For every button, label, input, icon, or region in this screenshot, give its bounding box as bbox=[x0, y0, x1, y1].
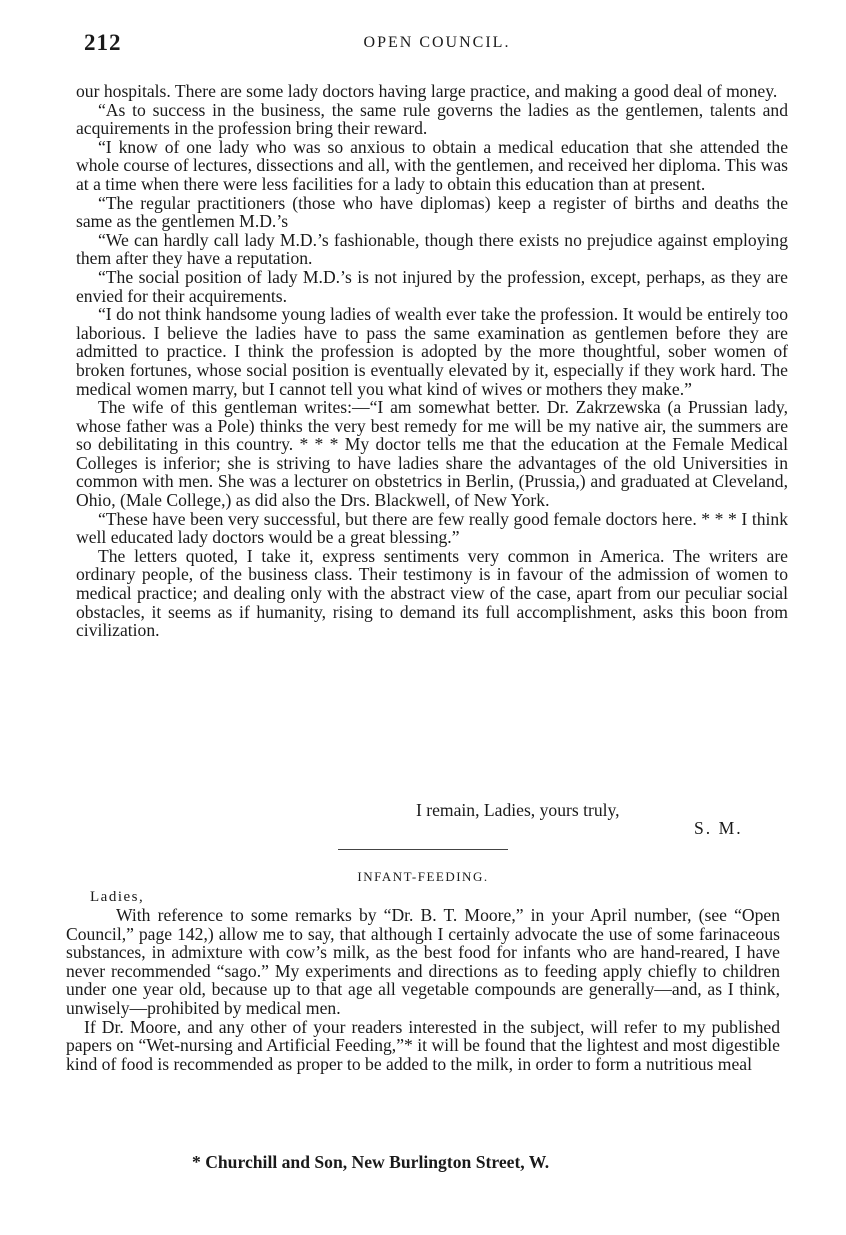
running-title: OPEN COUNCIL. bbox=[363, 34, 511, 51]
paragraph: If Dr. Moore, and any other of your readers interested in the subject, will refer to my published papers on “Wet-nursing and Artificial Feeding,”* it will be found that the lightest and most digestible kind of food is recommended as proper to be added to the milk, in order to form a nutritious meal bbox=[66, 1016, 780, 1074]
section-divider bbox=[338, 849, 508, 850]
page-number: 212 bbox=[84, 30, 122, 55]
paragraph: The letters quoted, I take it, express sentiments very common in America. The writers are ordinary people, of the business class. Their testimony is in favour of the admission of women to medical practice; and dealing only with the abstract view of the case, apart from our peculiar social obstacles, it seems as if humanity, rising to demand its full accomplishment, asks this boon from civilization. bbox=[76, 545, 788, 641]
page-header bbox=[84, 30, 790, 56]
paragraph: “I do not think handsome young ladies of wealth ever take the profession. It would be entirely too laborious. I believe the ladies have to pass the same examination as gentlemen before they are admitted to practice. I think the profession is adopted by the more thoughtful, sober women of broken fortunes, whose social position is eventually elevated by it, especially if they work hard. The medical women marry, but I cannot tell you what kind of wives or mothers they make.” bbox=[76, 304, 788, 399]
paragraph: “The regular practitioners (those who have diplomas) keep a register of births and deaths the same as the gentlemen M.D.’s bbox=[76, 192, 788, 232]
paragraph: With reference to some remarks by “Dr. B. T. Moore,” in your April number, (see “Open Council,” page 142,) allow me to say, that although I certainly advocate the use of some farinaceous substances, in admixture with cow’s milk, as the best food for infants who are hand-reared, I have never recommended “sago.” My experiments and directions as to feeding apply chiefly to children under one year old, because up to that age all vegetable compounds are generally—and, as I think, unwisely—prohibited by medical men. bbox=[66, 905, 780, 1018]
footnote: * Churchill and Son, New Burlington Street, W. bbox=[192, 1152, 550, 1172]
section-body bbox=[66, 906, 780, 1073]
paragraph: “These have been very successful, but there are few really good female doctors here. * * * I think well educated lady doctors would be a great blessing.” bbox=[76, 508, 788, 548]
paragraph: “I know of one lady who was so anxious to obtain a medical education that she attended the whole course of lectures, dissections and all, with the gentlemen, and received her diploma. This was at a time when there were less facilities for a lady to obtain this education than at present. bbox=[76, 136, 788, 194]
paragraph: “The social position of lady M.D.’s is not injured by the profession, except, perhaps, as they are envied for their acquirements. bbox=[76, 266, 788, 306]
letter-closing: I remain, Ladies, yours truly, bbox=[416, 800, 620, 820]
paragraph: “As to success in the business, the same rule governs the ladies as the gentlemen, talents and acquirements in the profession bring their reward. bbox=[76, 99, 788, 139]
section-title: INFANT-FEEDING. bbox=[357, 869, 489, 884]
paragraph: our hospitals. There are some lady doctors having large practice, and making a good deal of money. bbox=[76, 81, 778, 101]
letter-body bbox=[76, 82, 788, 640]
letter-signature: S. M. bbox=[694, 818, 743, 838]
salutation: Ladies, bbox=[90, 889, 145, 905]
paragraph: “We can hardly call lady M.D.’s fashionable, though there exists no prejudice against employing them after they have a reputation. bbox=[76, 229, 788, 269]
paragraph: The wife of this gentleman writes:—“I am somewhat better. Dr. Zakrzewska (a Prussian lady, whose father was a Pole) thinks the very best remedy for me will be my native air, the summers are so debilitating in this country. * * * My doctor tells me that the education at the Female Medical Colleges is inferior; she is striving to have ladies share the advantages of the old Universities in common with men. She was a lecturer on obstetrics in Berlin, (Prussia,) and graduated at Cleveland, Ohio, (Male College,) as did also the Drs. Blackwell, of New York. bbox=[76, 397, 788, 511]
